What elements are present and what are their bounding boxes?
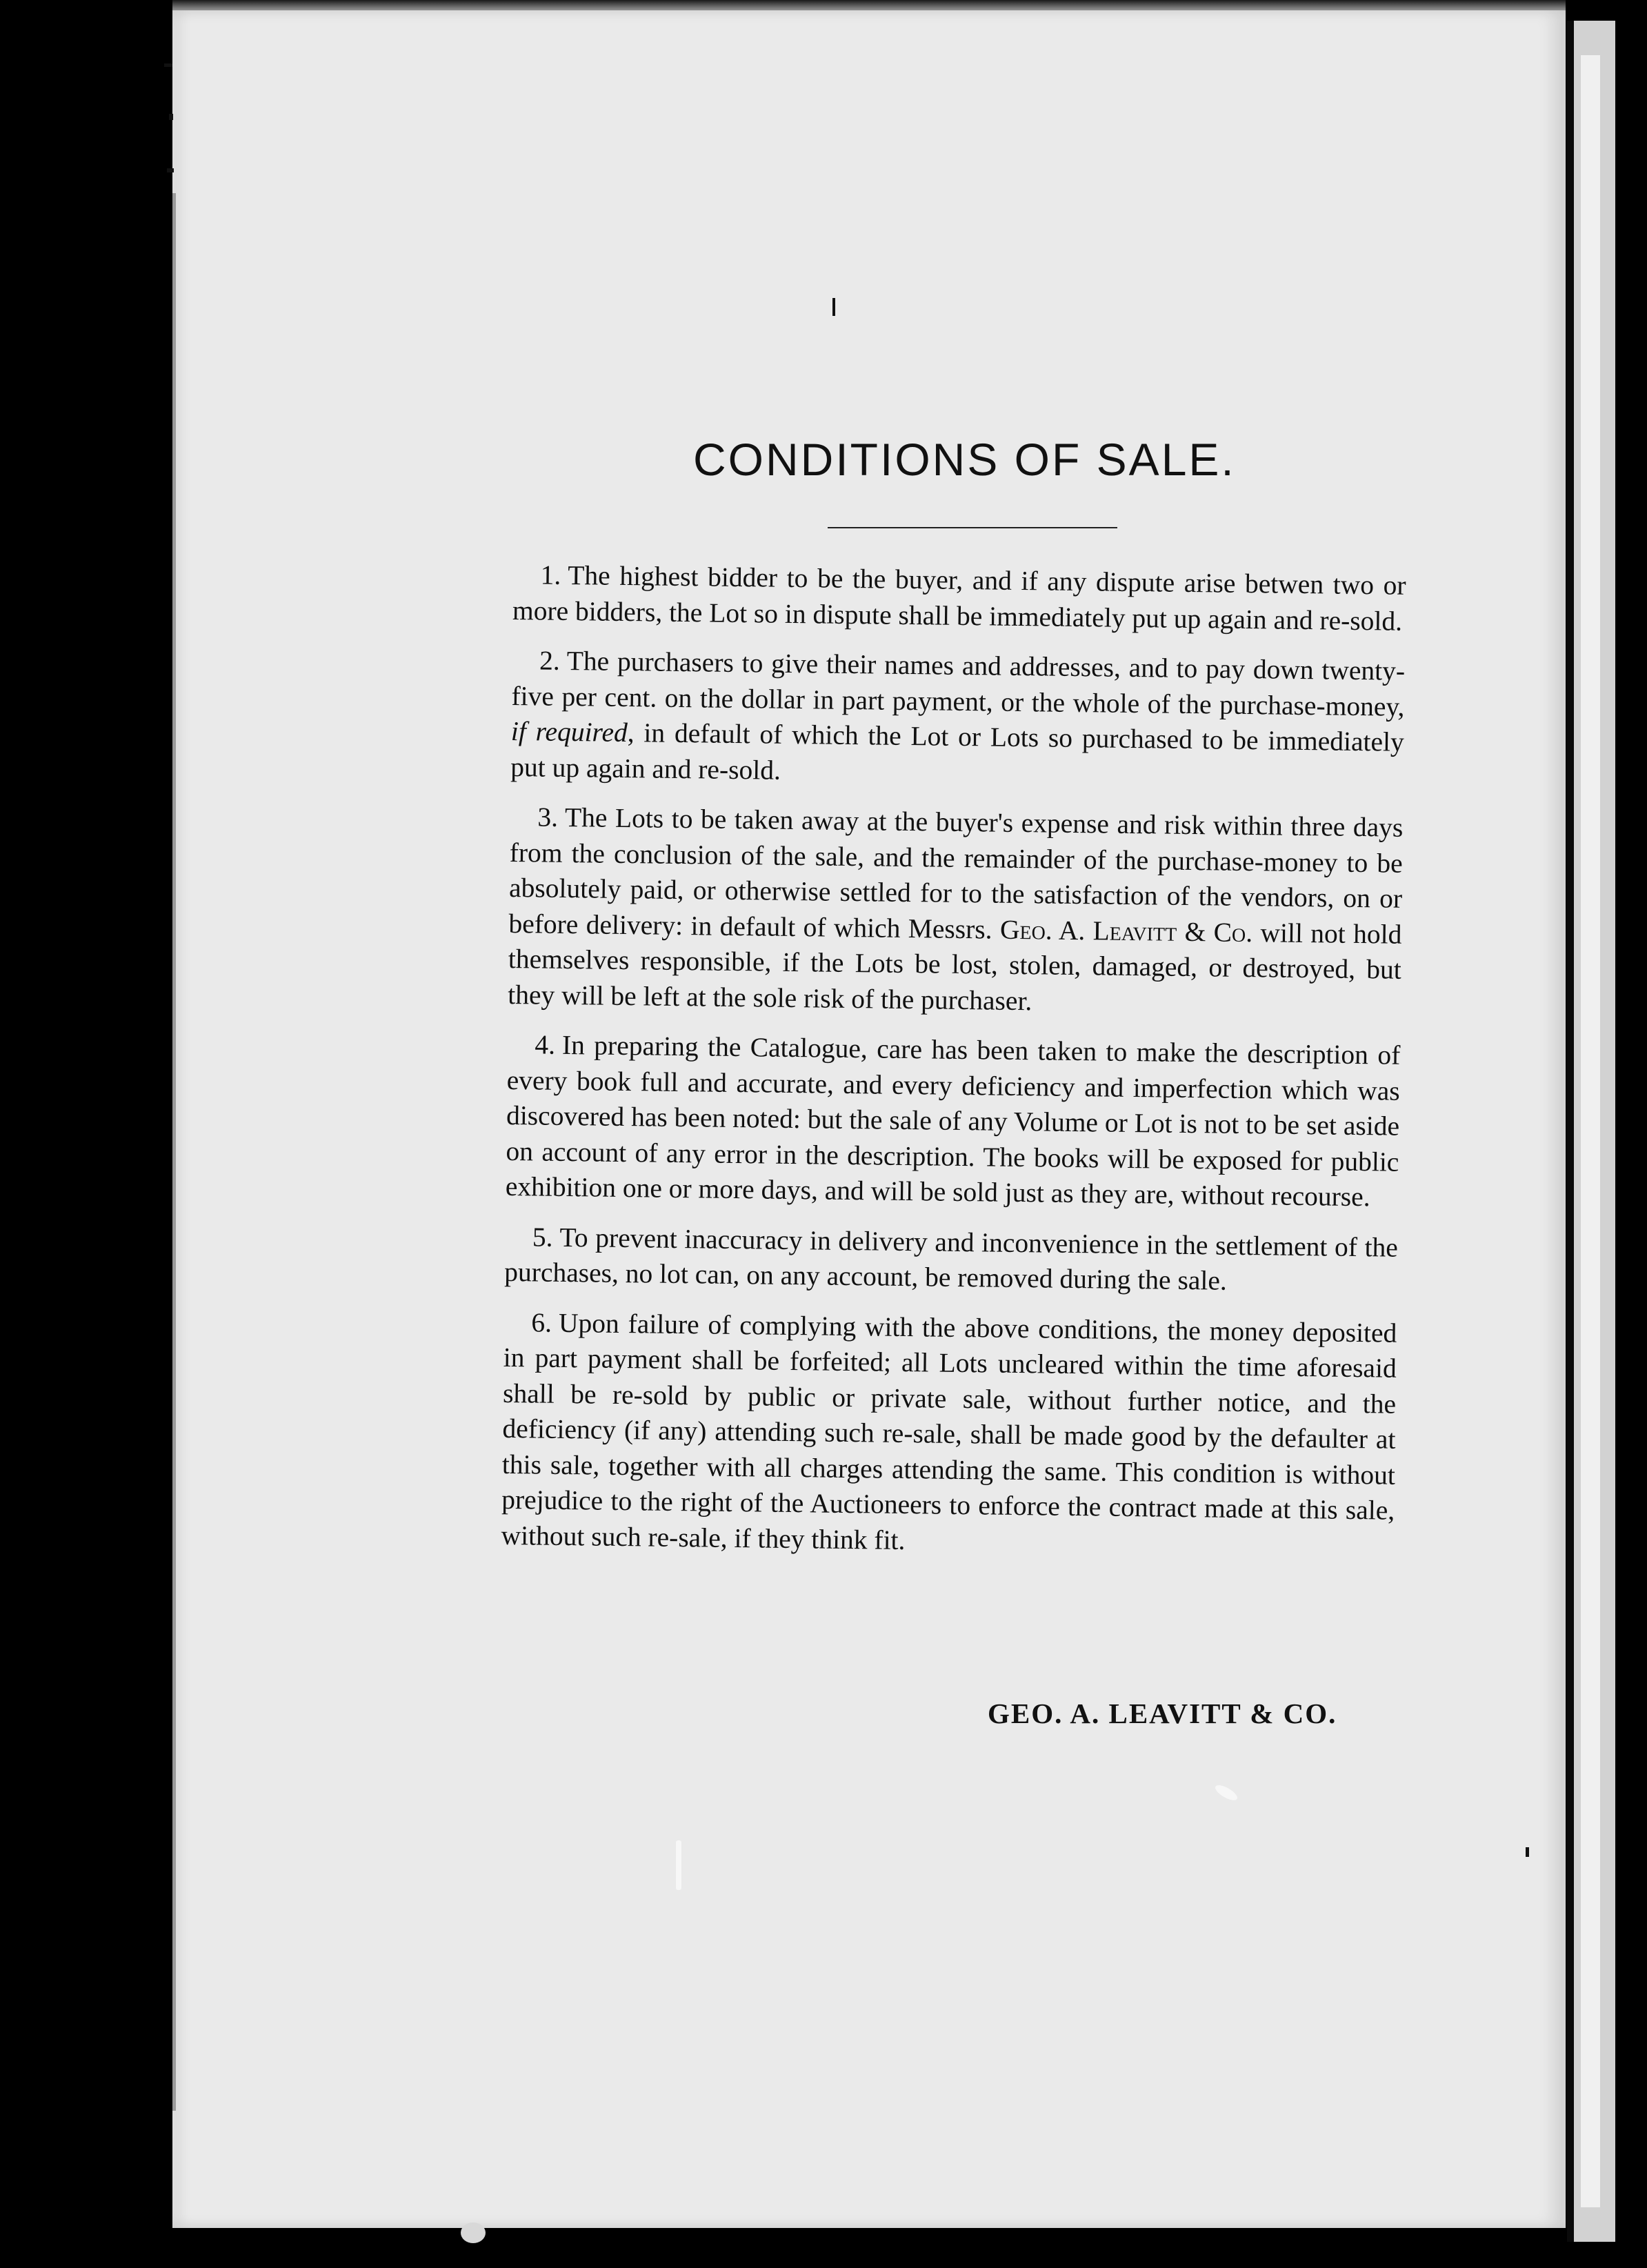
title-rule <box>828 527 1117 528</box>
condition-5 <box>504 1219 1398 1301</box>
condition-text: The purchasers to give their names and addresses, and to pay down twenty-five per cent. on the dollar in part payment, or the whole of the purchase-money, <box>511 645 1406 722</box>
margin-mark <box>169 114 173 120</box>
condition-number: 2. <box>539 645 561 676</box>
condition-number: 1. <box>540 559 561 590</box>
binding-line <box>172 193 176 2111</box>
condition-text: will not hold themselves responsible, if the Lots be lost, stolen, damaged, or destroyed, but they will be left at the sole risk of the purchaser. <box>507 917 1402 1016</box>
condition-6 <box>501 1304 1397 1564</box>
condition-text: , in default of which the Lot or Lots so purchased to be immediately put up again and re-sold. <box>510 717 1405 786</box>
condition-4 <box>506 1027 1401 1215</box>
page-title: CONDITIONS OF SALE. <box>693 434 1236 485</box>
condition-3 <box>508 799 1404 1024</box>
page-speck <box>1526 1847 1529 1857</box>
firm-name: Geo. A. Leavitt & Co. <box>999 914 1253 948</box>
margin-mark <box>164 63 172 67</box>
conditions-list <box>501 557 1406 1579</box>
condition-text: The Lots to be taken away at the buyer's expense and risk within three days from the conclusion of the sale, and the remainder of the purchase-money to be absolutely paid, or otherwise settled for to the satisfaction of the vendors, on or before delivery: in default of which Messrs. <box>508 802 1404 945</box>
condition-emphasis: if required <box>510 715 628 748</box>
condition-1 <box>512 557 1406 639</box>
margin-mark <box>167 168 174 172</box>
condition-text: In preparing the Catalogue, care has been taken to make the description of every book full and accurate, and every deficiency and imperfection which was discovered has been noted: but the sale of any Volume or Lot is not to be set aside on account of any error in the description. The books will be exposed for public exhibition one or more days, and will be sold just as they are, without recourse. <box>505 1029 1401 1213</box>
page-edge-strip <box>1581 55 1600 2207</box>
page-scratch <box>676 1840 681 1890</box>
condition-text: The highest bidder to be the buyer, and if any dispute arise betwen two or more bidders, the Lot so in dispute shall be immediately put up again and re-sold. <box>512 559 1406 637</box>
condition-number: 4. <box>535 1029 556 1060</box>
condition-number: 6. <box>531 1306 552 1338</box>
condition-2 <box>510 643 1405 796</box>
page-speck <box>461 2222 486 2243</box>
condition-number: 3. <box>537 802 559 833</box>
condition-number: 5. <box>532 1221 553 1253</box>
condition-text: To prevent inaccuracy in delivery and inconvenience in the settlement of the purchases, no lot can, on any account, be removed during the sale. <box>504 1222 1399 1296</box>
condition-text: Upon failure of complying with the above conditions, the money deposited in part payment shall be forfeited; all Lots uncleared within the time aforesaid shall be re-sold by public or private sale, without further notice, and the deficiency (if any) attending such re-sale, shall be made good by the defaulter at this sale, together with all charges attending the same. This condition is without prejudice to the right of the Auctioneers to enforce the contract made at this sale, without such re-sale, if they think fit. <box>501 1307 1397 1555</box>
auctioneer-signature: GEO. A. LEAVITT & CO. <box>988 1698 1337 1729</box>
page-speck <box>832 298 835 316</box>
